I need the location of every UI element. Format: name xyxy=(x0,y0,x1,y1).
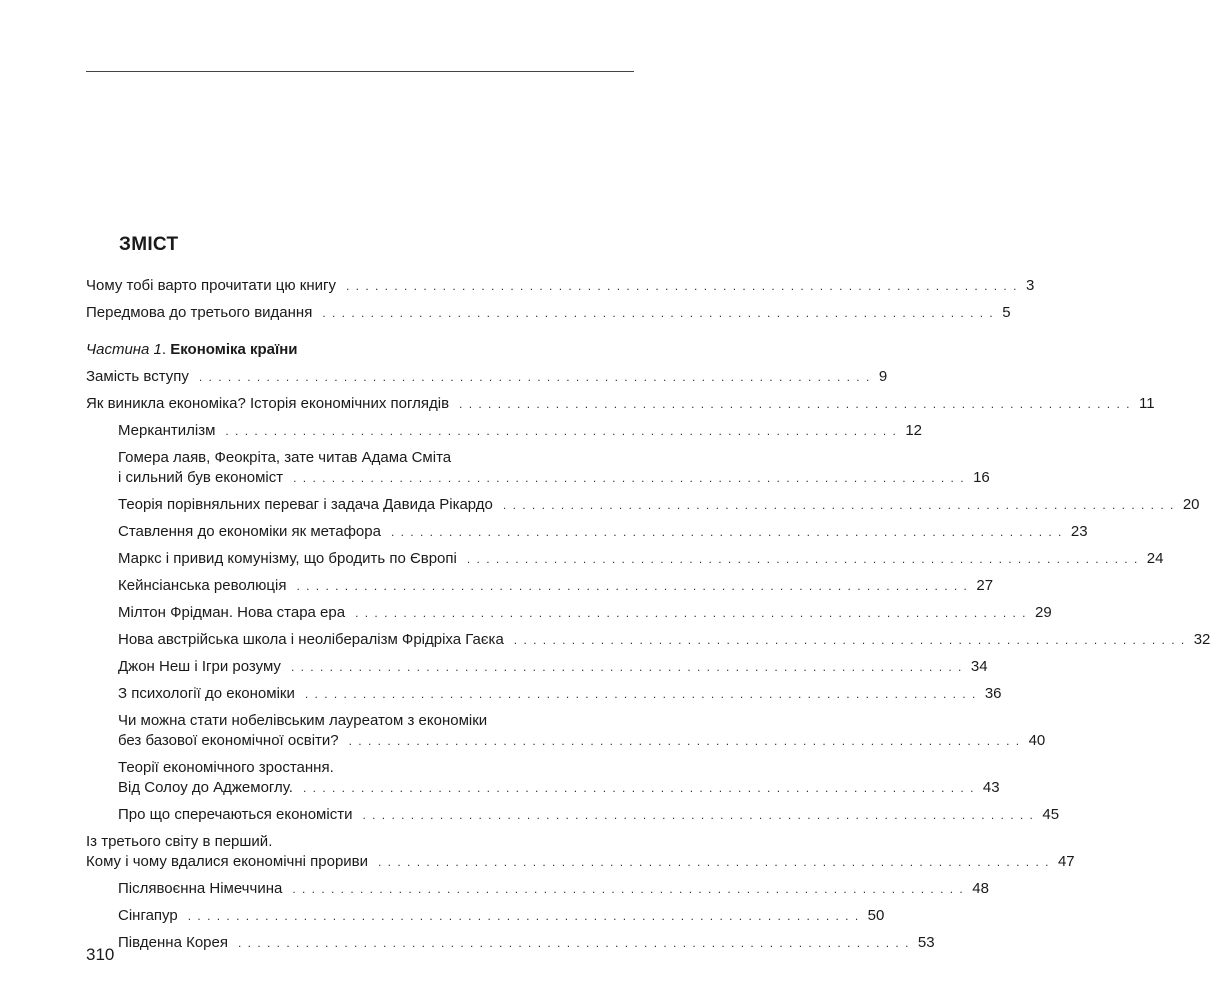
toc-entry-title-line: Теорії економічного зростання. xyxy=(118,759,334,776)
toc-entry-title: Післявоєнна Німеччина xyxy=(118,880,283,897)
dot-leader: . . . . . . . . . . . . . . . . . . . . . . . . . . . . . . . . . . . . . . . . . . . . . . . . . . . . . . . . . . . . . . . . . . . . . . xyxy=(466,552,1139,566)
toc-entry-title: Ставлення до економіки як метафора xyxy=(118,523,381,540)
toc-entry-title-line: Чи можна стати нобелівським лауреатом з економіки xyxy=(118,712,488,729)
toc-entry[interactable] xyxy=(86,711,1046,751)
toc-page-number: 32 xyxy=(1193,631,1210,648)
table-of-contents xyxy=(86,276,1210,960)
toc-entry[interactable] xyxy=(86,495,1200,515)
toc-page-number: 47 xyxy=(1057,853,1075,870)
toc-page-number: 43 xyxy=(982,779,1000,796)
dot-leader: . . . . . . . . . . . . . . . . . . . . . . . . . . . . . . . . . . . . . . . . . . . . . . . . . . . . . . . . . . . . . . . . . . . . . . xyxy=(362,808,1035,822)
toc-page-number: 53 xyxy=(917,934,935,951)
header-rule xyxy=(86,71,634,72)
dot-leader: . . . . . . . . . . . . . . . . . . . . . . . . . . . . . . . . . . . . . . . . . . . . . . . . . . . . . . . . . . . . . . . . . . . . . . xyxy=(293,471,966,485)
toc-entry[interactable] xyxy=(86,576,994,596)
dot-leader: . . . . . . . . . . . . . . . . . . . . . . . . . . . . . . . . . . . . . . . . . . . . . . . . . . . . . . . . . . . . . . . . . . . . . . xyxy=(302,781,975,795)
toc-page-number: 9 xyxy=(878,368,888,385)
toc-entry[interactable] xyxy=(86,879,989,899)
toc-entry[interactable] xyxy=(86,657,988,677)
dot-leader: . . . . . . . . . . . . . . . . . . . . . . . . . . . . . . . . . . . . . . . . . . . . . . . . . . . . . . . . . . . . . . . . . . . . . . xyxy=(355,606,1028,620)
toc-entry-title: Кому і чому вдалися економічні прориви xyxy=(86,853,369,870)
toc-entry[interactable] xyxy=(86,522,1088,542)
toc-entry[interactable] xyxy=(86,906,885,926)
toc-page-number: 3 xyxy=(1025,277,1035,294)
toc-page-number: 36 xyxy=(984,685,1002,702)
dot-leader: . . . . . . . . . . . . . . . . . . . . . . . . . . . . . . . . . . . . . . . . . . . . . . . . . . . . . . . . . . . . . . . . . . . . . . xyxy=(322,306,995,320)
dot-leader: . . . . . . . . . . . . . . . . . . . . . . . . . . . . . . . . . . . . . . . . . . . . . . . . . . . . . . . . . . . . . . . . . . . . . . xyxy=(225,424,898,438)
toc-entry-title: Кейнсіанська революція xyxy=(118,577,287,594)
toc-entry[interactable] xyxy=(86,684,1002,704)
toc-entry-title: Сінгапур xyxy=(118,907,178,924)
page-title: ЗМІСТ xyxy=(119,234,179,255)
dot-leader: . . . . . . . . . . . . . . . . . . . . . . . . . . . . . . . . . . . . . . . . . . . . . . . . . . . . . . . . . . . . . . . . . . . . . . xyxy=(187,909,860,923)
dot-leader: . . . . . . . . . . . . . . . . . . . . . . . . . . . . . . . . . . . . . . . . . . . . . . . . . . . . . . . . . . . . . . . . . . . . . . xyxy=(292,882,965,896)
toc-entry-title: Джон Неш і Ігри розуму xyxy=(118,658,281,675)
toc-entry-title: Як виникла економіка? Історія економічних поглядів xyxy=(86,395,450,412)
toc-entry-preface[interactable] xyxy=(86,303,1011,323)
toc-page-number: 40 xyxy=(1028,732,1046,749)
toc-page-number: 24 xyxy=(1146,550,1164,567)
toc-entry-title: Передмова до третього видання xyxy=(86,304,313,321)
toc-entry-title: і сильний був економіст xyxy=(118,469,284,486)
part-label: Частина 1 xyxy=(86,341,162,358)
toc-page-number: 45 xyxy=(1042,806,1060,823)
toc-entry-title: Від Солоу до Аджемоглу. xyxy=(118,779,293,796)
toc-entry-title-line: Із третього світу в перший. xyxy=(86,833,273,850)
toc-entry-title: Нова австрійська школа і неолібералізм Фрідріха Гаєка xyxy=(118,631,504,648)
dot-leader: . . . . . . . . . . . . . . . . . . . . . . . . . . . . . . . . . . . . . . . . . . . . . . . . . . . . . . . . . . . . . . . . . . . . . . xyxy=(348,734,1021,748)
toc-page-number: 34 xyxy=(970,658,988,675)
dot-leader: . . . . . . . . . . . . . . . . . . . . . . . . . . . . . . . . . . . . . . . . . . . . . . . . . . . . . . . . . . . . . . . . . . . . . . xyxy=(513,633,1186,647)
toc-entry[interactable] xyxy=(86,933,935,953)
toc-page-number: 29 xyxy=(1035,604,1052,621)
dot-leader: . . . . . . . . . . . . . . . . . . . . . . . . . . . . . . . . . . . . . . . . . . . . . . . . . . . . . . . . . . . . . . . . . . . . . . xyxy=(502,498,1175,512)
toc-entry-title: Меркантилізм xyxy=(118,422,216,439)
dot-leader: . . . . . . . . . . . . . . . . . . . . . . . . . . . . . . . . . . . . . . . . . . . . . . . . . . . . . . . . . . . . . . . . . . . . . . xyxy=(304,687,977,701)
part-title: Економіка країни xyxy=(170,341,298,358)
toc-entry-title: Маркс і привид комунізму, що бродить по Європі xyxy=(118,550,457,567)
toc-page-number: 16 xyxy=(973,469,990,486)
toc-entry[interactable] xyxy=(86,630,1210,650)
toc-entry[interactable] xyxy=(86,394,1155,414)
dot-leader: . . . . . . . . . . . . . . . . . . . . . . . . . . . . . . . . . . . . . . . . . . . . . . . . . . . . . . . . . . . . . . . . . . . . . . xyxy=(378,855,1050,869)
toc-entry[interactable] xyxy=(86,805,1060,825)
toc-entry-title: Південна Корея xyxy=(118,934,228,951)
toc-entry-title: Мілтон Фрідман. Нова стара ера xyxy=(118,604,346,621)
toc-page-number: 50 xyxy=(867,907,885,924)
toc-entry[interactable] xyxy=(86,421,923,441)
toc-entry-title: Про що сперечаються економісти xyxy=(118,806,353,823)
toc-entry-title-line: Гомера лаяв, Феокріта, зате читав Адама Сміта xyxy=(118,449,452,466)
dot-leader: . . . . . . . . . . . . . . . . . . . . . . . . . . . . . . . . . . . . . . . . . . . . . . . . . . . . . . . . . . . . . . . . . . . . . . xyxy=(198,370,871,384)
toc-entry-title: Теорія порівняльних переваг і задача Давида Рікардо xyxy=(118,496,493,513)
toc-entry[interactable] xyxy=(86,603,1052,623)
toc-entry[interactable] xyxy=(86,367,888,387)
toc-page-number: 20 xyxy=(1182,496,1200,513)
toc-page-number: 11 xyxy=(1138,395,1155,412)
dot-leader: . . . . . . . . . . . . . . . . . . . . . . . . . . . . . . . . . . . . . . . . . . . . . . . . . . . . . . . . . . . . . . . . . . . . . . xyxy=(296,579,969,593)
toc-entry-title: З психології до економіки xyxy=(118,685,295,702)
page-number: 310 xyxy=(86,945,115,964)
toc-entry-title: Чому тобі варто прочитати цю книгу xyxy=(86,277,336,294)
toc-page-number: 27 xyxy=(976,577,994,594)
toc-entry[interactable] xyxy=(86,549,1164,569)
part-heading: Частина 1. Економіка країни xyxy=(86,341,298,358)
dot-leader: . . . . . . . . . . . . . . . . . . . . . . . . . . . . . . . . . . . . . . . . . . . . . . . . . . . . . . . . . . . . . . . . . . . . . . xyxy=(346,279,1018,293)
dot-leader: . . . . . . . . . . . . . . . . . . . . . . . . . . . . . . . . . . . . . . . . . . . . . . . . . . . . . . . . . . . . . . . . . . . . . . xyxy=(237,936,910,950)
toc-page-number: 48 xyxy=(972,880,989,897)
toc-entry-why-read[interactable] xyxy=(86,276,1035,296)
toc-page-number: 5 xyxy=(1002,304,1011,321)
dot-leader: . . . . . . . . . . . . . . . . . . . . . . . . . . . . . . . . . . . . . . . . . . . . . . . . . . . . . . . . . . . . . . . . . . . . . . xyxy=(290,660,963,674)
toc-page-number: 23 xyxy=(1070,523,1088,540)
toc-page-number: 12 xyxy=(905,422,923,439)
toc-entry[interactable] xyxy=(86,448,990,488)
toc-entry[interactable] xyxy=(86,832,1075,872)
toc-entry-title: Замість вступу xyxy=(86,368,189,385)
dot-leader: . . . . . . . . . . . . . . . . . . . . . . . . . . . . . . . . . . . . . . . . . . . . . . . . . . . . . . . . . . . . . . . . . . . . . . xyxy=(390,525,1063,539)
toc-entry[interactable] xyxy=(86,758,1000,798)
toc-entry-title: без базової економічної освіти? xyxy=(118,732,339,749)
dot-leader: . . . . . . . . . . . . . . . . . . . . . . . . . . . . . . . . . . . . . . . . . . . . . . . . . . . . . . . . . . . . . . . . . . . . . . xyxy=(459,397,1131,411)
